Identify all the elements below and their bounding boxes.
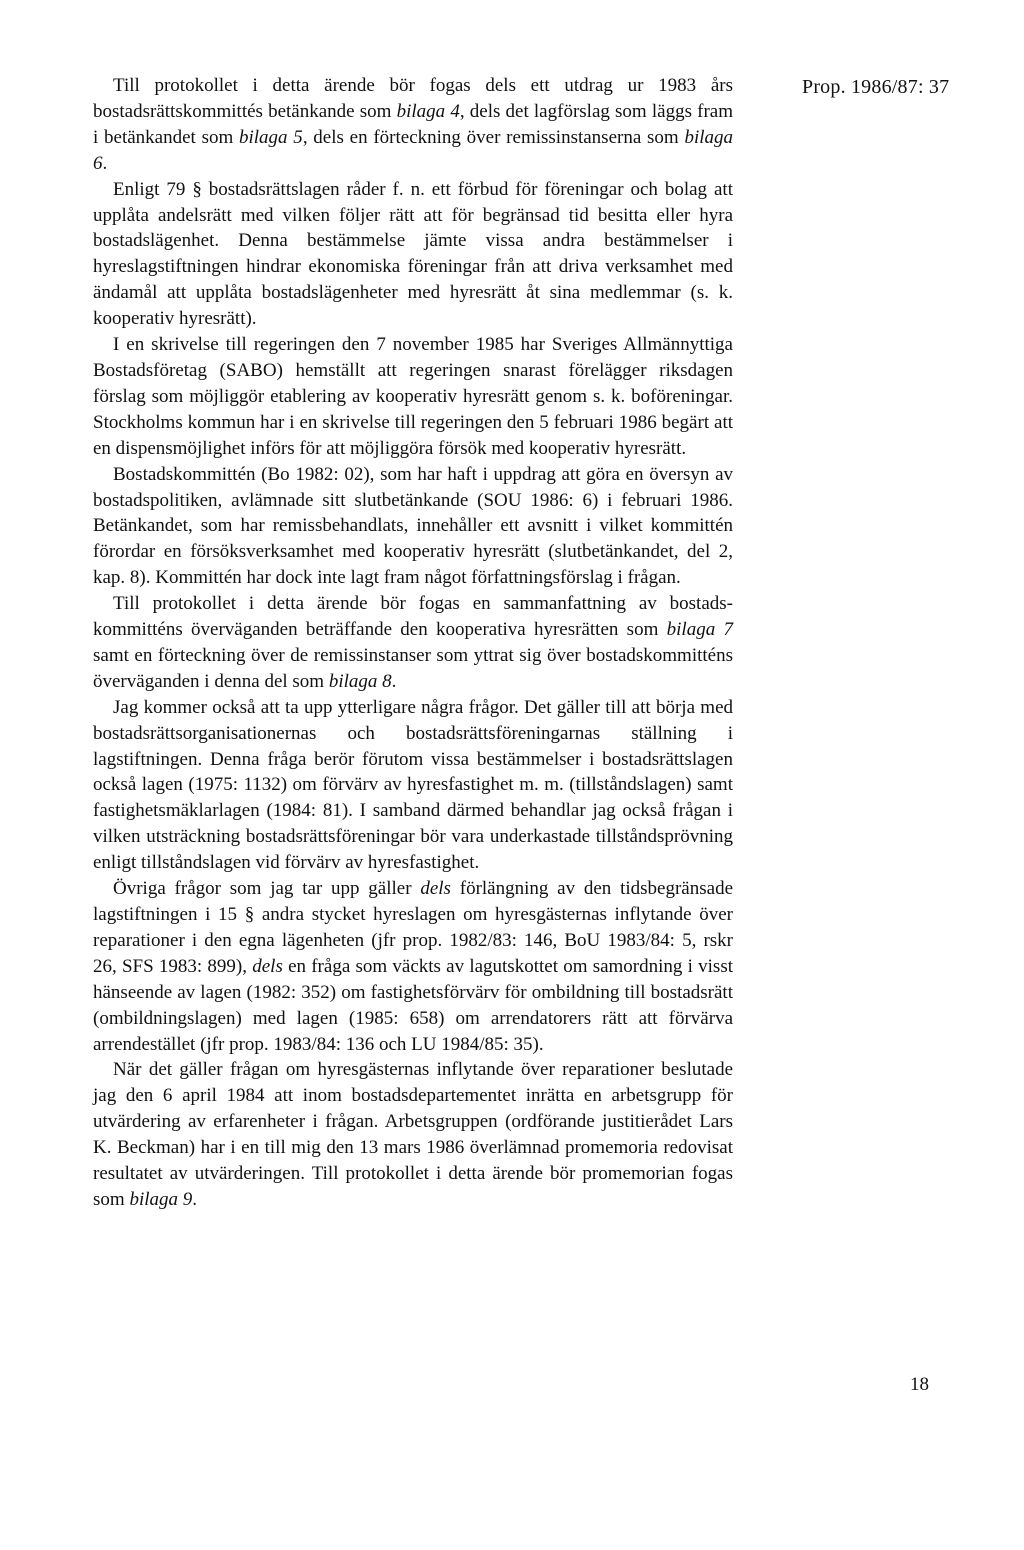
text-run: När det gäller frågan om hyresgästernas inflytande över reparationer beslutade jag den 6 april 1984 att inom bostadsdepartementet inrätta en arbetsgrupp för utvärdering av erfarenheter i frågan. Arbetsgruppen (ordförande justitierådet Lars K. Beckman) har i en till mig den 13 mars 1986 överlämnad promemoria redovisat resultatet av utvärderingen. Till protokollet i detta ärende bör promemorian fogas som [93, 1059, 733, 1210]
paragraph [93, 332, 733, 462]
text-run: Jag kommer också att ta upp ytterligare några frågor. Det gäller till att börja med bostadsrättsorganisationernas och bostadsrättsföreningarnas ställning i lagstiftningen. Denna fråga berör förutom vissa bestämmelser i bostadsrättslagen också lagen (1975: 1132) om förvärv av hyresfastighet m. m. (tillståndslagen) samt fastighetsmäklarlagen (1984: 81). I samband därmed behandlar jag också frågan i vilken utsträckning bostadsrättsföreningar bör vara underkastade tillståndsprövning enligt tillståndslagen vid förvärv av hyresfastighet. [93, 696, 733, 874]
italic-reference: bilaga 7 [666, 619, 733, 641]
italic-reference: dels [420, 878, 451, 900]
text-run: samt en förteckning över de remissinstanser som yttrat sig över bostadskommitténs överväganden i denna del som [93, 644, 733, 692]
text-run: , dels en förteckning över remissinstanserna som [302, 126, 685, 148]
body-text [93, 73, 733, 1213]
page-number: 18 [910, 1374, 929, 1395]
page-header-reference: Prop. 1986/87: 37 [802, 76, 950, 98]
paragraph [93, 876, 733, 1057]
italic-reference: bilaga 4 [396, 100, 460, 122]
text-run: Till protokollet i detta ärende bör fogas dels ett utdrag ur 1983 års bostadsrättskommittés betänkande som [93, 75, 733, 122]
paragraph [93, 177, 733, 332]
text-run: förlängning av den tidsbegränsade lagstiftningen i 15 § andra stycket hyreslagen om hyresgästernas inflytande över reparationer i den egna lägenheten (jfr prop. 1982/83: 146, BoU 1983/84: 5, rskr 26, SFS 1983: 899), [93, 878, 734, 977]
italic-reference: bilaga 8 [328, 670, 392, 692]
text-run: , dels det lagförslag som läggs fram i betänkandet som [93, 100, 734, 148]
paragraph [93, 1057, 733, 1212]
italic-reference: bilaga 6 [93, 126, 733, 174]
text-run: Till protokollet i detta ärende bör fogas en sammanfattning av bostadskommitténs överväganden beträffande den kooperativa hyresrätten som [93, 593, 733, 641]
text-run: . [391, 670, 397, 692]
text-run: en fråga som väckts av lagutskottet om samordning i visst hänseende av lagen (1982: 352) om fastighetsförvärv för ombildning till bostadsrätt (ombildningslagen) med lagen (1985: 658) om arrendatorers rätt att förvärva arrendestället (jfr prop. 1983/84: 136 och LU 1984/85: 35). [93, 955, 733, 1055]
text-run: Övriga frågor som jag tar upp gäller [113, 878, 421, 900]
paragraph [93, 73, 733, 177]
paragraph [93, 695, 733, 876]
text-run: . [192, 1188, 197, 1210]
text-run: I en skrivelse till regeringen den 7 november 1985 har Sveriges Allmännyttiga Bostadsföretag (SABO) hemställt att regeringen snarast förelägger riksdagen förslag som möjliggör etablering av kooperativ hyresrätt genom s. k. boföreningar. Stockholms kommun har i en skrivelse till regeringen den 5 februari 1986 begärt att en dispensmöjlighet införs för att möjliggöra försök med kooperativ hyresrätt. [93, 334, 733, 459]
italic-reference: bilaga 9 [129, 1188, 193, 1210]
text-run: . [102, 152, 108, 174]
text-run: Bostadskommittén (Bo 1982: 02), som har haft i uppdrag att göra en översyn av bostadspolitiken, avlämnade sitt slutbetänkande (SOU 1986: 6) i februari 1986. Betänkandet, som har remissbehandlats, innehåller ett avsnitt i vilket kommittén förordar en försöksverksamhet med kooperativ hyresrätt (slutbetänkandet, del 2, kap. 8). Kommittén har dock inte lagt fram något författningsförslag i frågan. [93, 463, 733, 589]
paragraph [93, 462, 733, 592]
italic-reference: dels [252, 955, 283, 977]
text-run: Enligt 79 § bostadsrättslagen råder f. n. ett förbud för föreningar och bolag att upplåta andelsrätt med vilken följer rätt att för begränsad tid besitta eller hyra bostadslägenhet. Denna bestämmelse jämte vissa andra bestämmelser i hyreslagstiftningen hindrar ekonomiska föreningar från att driva verksamhet med ändamål att upplåta bostadslägenheter med hyresrätt åt sina medlemmar (s. k. kooperativ hyresrätt). [93, 178, 733, 330]
italic-reference: bilaga 5 [239, 126, 303, 148]
paragraph [93, 591, 733, 695]
